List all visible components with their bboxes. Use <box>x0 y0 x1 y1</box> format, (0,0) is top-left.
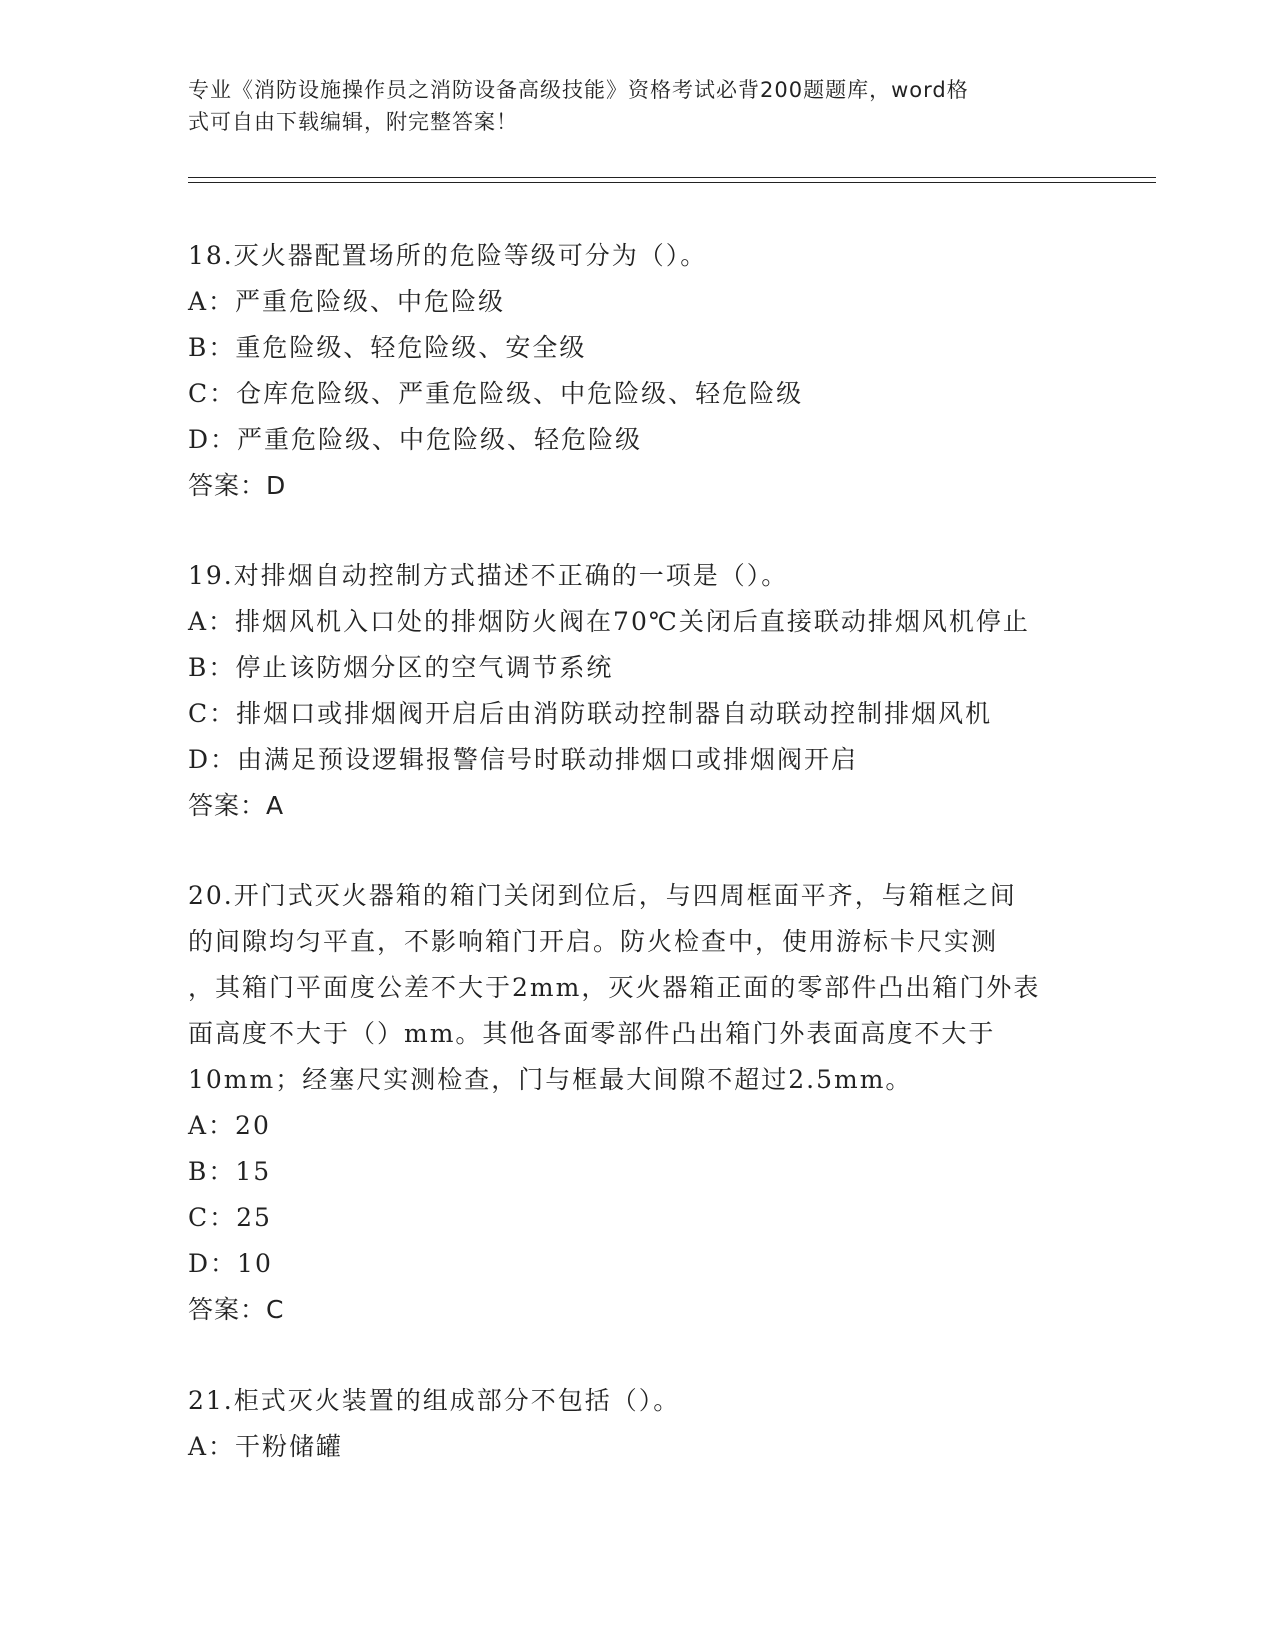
answer-line: 答案：D <box>188 471 287 500</box>
option-d: D：由满足预设逻辑报警信号时联动排烟口或排烟阀开启 <box>188 745 859 774</box>
option-b: B：停止该防烟分区的空气调节系统 <box>188 653 614 682</box>
question-stem-line-3: ，其箱门平面度公差不大于2mm，灭火器箱正面的零部件凸出箱门外表 <box>188 973 1041 1002</box>
option-a: A：排烟风机入口处的排烟防火阀在70℃关闭后直接联动排烟风机停止 <box>188 607 1030 636</box>
answer-line: 答案：A <box>188 791 285 820</box>
option-d: D：10 <box>188 1249 273 1278</box>
question-stem-line-1: 20.开门式灭火器箱的箱门关闭到位后，与四周框面平齐，与箱框之间 <box>188 881 1017 910</box>
option-c: C：排烟口或排烟阀开启后由消防联动控制器自动联动控制排烟风机 <box>188 699 993 728</box>
option-a: A：严重危险级、中危险级 <box>188 287 506 316</box>
answer-line: 答案：C <box>188 1295 285 1324</box>
question-stem: 21.柜式灭火装置的组成部分不包括（）。 <box>188 1386 681 1415</box>
option-a: A：20 <box>188 1111 271 1140</box>
option-c: C：25 <box>188 1203 272 1232</box>
question-18 <box>188 233 1088 509</box>
option-b: B：重危险级、轻危险级、安全级 <box>188 333 587 362</box>
option-a: A：干粉储罐 <box>188 1432 344 1461</box>
question-stem-line-4: 面高度不大于（）mm。其他各面零部件凸出箱门外表面高度不大于 <box>188 1019 996 1048</box>
header-divider-bottom <box>188 182 1156 183</box>
document-header <box>188 74 1068 138</box>
header-line-1: 专业《消防设施操作员之消防设备高级技能》资格考试必背200题题库，word格 <box>188 78 969 102</box>
option-c: C：仓库危险级、严重危险级、中危险级、轻危险级 <box>188 379 804 408</box>
question-20 <box>188 873 1088 1333</box>
question-19 <box>188 553 1088 829</box>
option-b: B：15 <box>188 1157 272 1186</box>
question-stem-line-2: 的间隙均匀平直，不影响箱门开启。防火检查中，使用游标卡尺实测 <box>188 927 999 956</box>
question-stem: 19.对排烟自动控制方式描述不正确的一项是（）。 <box>188 561 789 590</box>
question-stem: 18.灭火器配置场所的危险等级可分为（）。 <box>188 241 708 270</box>
question-21 <box>188 1378 1088 1470</box>
header-line-2: 式可自由下载编辑，附完整答案！ <box>188 110 518 134</box>
header-divider-top <box>188 177 1156 178</box>
option-d: D：严重危险级、中危险级、轻危险级 <box>188 425 643 454</box>
question-stem-line-5: 10mm；经塞尺实测检查，门与框最大间隙不超过2.5mm。 <box>188 1065 913 1094</box>
